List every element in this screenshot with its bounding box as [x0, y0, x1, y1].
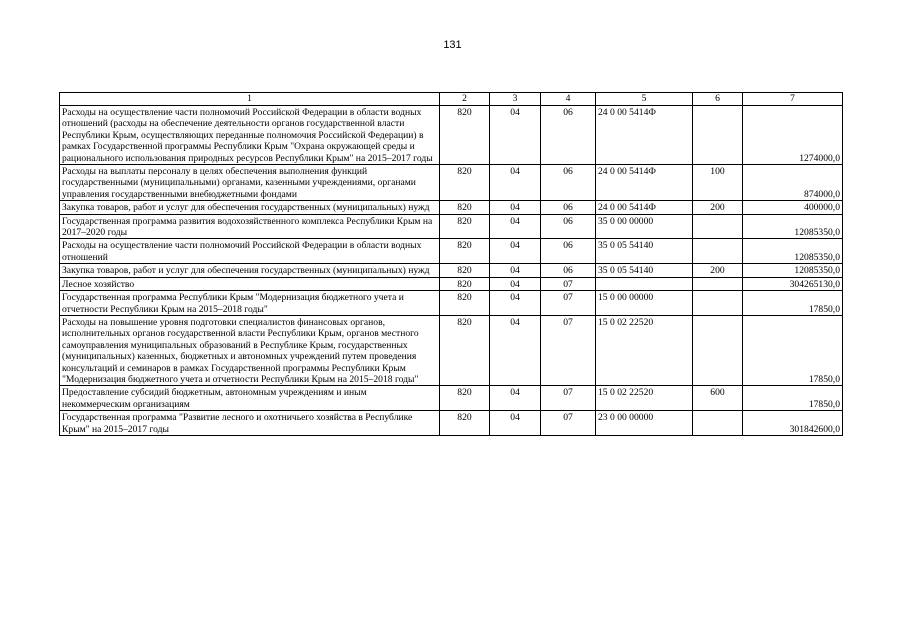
table-row	[60, 315, 843, 385]
target-article-cell: 23 0 00 00000	[596, 411, 693, 436]
table-row	[60, 239, 843, 264]
ministry-code-cell: 820	[440, 214, 490, 239]
table-row	[60, 386, 843, 411]
ministry-code-cell: 820	[440, 165, 490, 201]
table-row	[60, 277, 843, 290]
table-row	[60, 214, 843, 239]
amount-cell: 12085350,0	[743, 264, 843, 277]
amount-cell: 17850,0	[743, 315, 843, 385]
amount-cell: 1274000,0	[743, 106, 843, 165]
expense-type-cell	[693, 411, 743, 436]
expense-type-cell	[693, 214, 743, 239]
target-article-cell: 15 0 02 22520	[596, 315, 693, 385]
expense-name-cell: Государственная программа Республики Крым "Модернизация бюджетного учета и отчетности Республики Крым на 2015–2018 годы"	[60, 291, 440, 316]
target-article-cell: 24 0 00 5414Ф	[596, 106, 693, 165]
section-code-cell: 04	[490, 291, 541, 316]
expense-name-cell: Лесное хозяйство	[60, 277, 440, 290]
ministry-code-cell: 820	[440, 277, 490, 290]
amount-cell: 304265130,0	[743, 277, 843, 290]
ministry-code-cell: 820	[440, 264, 490, 277]
target-article-cell: 35 0 00 00000	[596, 214, 693, 239]
subsection-code-cell: 06	[541, 165, 596, 201]
expense-name-cell: Расходы на повышение уровня подготовки специалистов финансовых органов, исполнительных органов государственной власти Республики Крым, органов местного самоуправления муниципальных образований в Республике Крым, государственных (муниципальных) казенных, бюджетных и автономных учреждений путем проведения консультаций и семинаров в рамках Государственной программы Республики Крым "Модернизация бюджетного учета и отчетности Республики Крым на 2015–2018 годы"	[60, 315, 440, 385]
target-article-cell: 35 0 05 54140	[596, 264, 693, 277]
ministry-code-cell: 820	[440, 239, 490, 264]
subsection-code-cell: 06	[541, 264, 596, 277]
ministry-code-cell: 820	[440, 201, 490, 214]
subsection-code-cell: 07	[541, 411, 596, 436]
target-article-cell: 15 0 02 22520	[596, 386, 693, 411]
expense-type-cell	[693, 106, 743, 165]
section-code-cell: 04	[490, 315, 541, 385]
section-code-cell: 04	[490, 264, 541, 277]
section-code-cell: 04	[490, 201, 541, 214]
section-code-cell: 04	[490, 277, 541, 290]
expense-type-cell: 200	[693, 201, 743, 214]
amount-cell: 874000,0	[743, 165, 843, 201]
table-row	[60, 201, 843, 214]
header-cell: 3	[490, 93, 541, 106]
ministry-code-cell: 820	[440, 411, 490, 436]
header-cell: 5	[596, 93, 693, 106]
subsection-code-cell: 06	[541, 214, 596, 239]
section-code-cell: 04	[490, 165, 541, 201]
amount-cell: 17850,0	[743, 291, 843, 316]
target-article-cell: 15 0 00 00000	[596, 291, 693, 316]
subsection-code-cell: 07	[541, 386, 596, 411]
ministry-code-cell: 820	[440, 386, 490, 411]
header-cell: 4	[541, 93, 596, 106]
expense-type-cell	[693, 291, 743, 316]
budget-table	[59, 92, 843, 436]
header-cell: 2	[440, 93, 490, 106]
subsection-code-cell: 07	[541, 291, 596, 316]
table-header-row	[60, 93, 843, 106]
target-article-cell: 35 0 05 54140	[596, 239, 693, 264]
target-article-cell	[596, 277, 693, 290]
subsection-code-cell: 07	[541, 277, 596, 290]
section-code-cell: 04	[490, 106, 541, 165]
table-row	[60, 106, 843, 165]
expense-type-cell	[693, 277, 743, 290]
ministry-code-cell: 820	[440, 291, 490, 316]
amount-cell: 301842600,0	[743, 411, 843, 436]
table-row	[60, 411, 843, 436]
expense-name-cell: Закупка товаров, работ и услуг для обеспечения государственных (муниципальных) нужд	[60, 201, 440, 214]
expense-type-cell: 100	[693, 165, 743, 201]
section-code-cell: 04	[490, 411, 541, 436]
header-cell: 6	[693, 93, 743, 106]
header-cell: 1	[60, 93, 440, 106]
amount-cell: 12085350,0	[743, 214, 843, 239]
expense-name-cell: Закупка товаров, работ и услуг для обеспечения государственных (муниципальных) нужд	[60, 264, 440, 277]
target-article-cell: 24 0 00 5414Ф	[596, 165, 693, 201]
header-cell: 7	[743, 93, 843, 106]
section-code-cell: 04	[490, 214, 541, 239]
subsection-code-cell: 06	[541, 201, 596, 214]
expense-name-cell: Расходы на осуществление части полномочий Российской Федерации в области водных отношений	[60, 239, 440, 264]
expense-name-cell: Расходы на осуществление части полномочий Российской Федерации в области водных отношений (расходы на обеспечение деятельности органов государственной власти Республики Крым, осуществляющих переданные полномочия Российской Федерации) в рамках Государственной программы Республики Крым "Охрана окружающей среды и рационального использования природных ресурсов Республики Крым" на 2015–2017 годы	[60, 106, 440, 165]
subsection-code-cell: 06	[541, 106, 596, 165]
target-article-cell: 24 0 00 5414Ф	[596, 201, 693, 214]
amount-cell: 17850,0	[743, 386, 843, 411]
table-row	[60, 264, 843, 277]
expense-type-cell: 600	[693, 386, 743, 411]
section-code-cell: 04	[490, 386, 541, 411]
expense-name-cell: Предоставление субсидий бюджетным, автономным учреждениям и иным некоммерческим организациям	[60, 386, 440, 411]
expense-type-cell	[693, 239, 743, 264]
expense-name-cell: Государственная программа "Развитие лесного и охотничьего хозяйства в Республике Крым" на 2015–2017 годы	[60, 411, 440, 436]
subsection-code-cell: 07	[541, 315, 596, 385]
ministry-code-cell: 820	[440, 106, 490, 165]
expense-type-cell	[693, 315, 743, 385]
table-row	[60, 291, 843, 316]
page-number: 131	[443, 39, 462, 51]
table-row	[60, 165, 843, 201]
ministry-code-cell: 820	[440, 315, 490, 385]
section-code-cell: 04	[490, 239, 541, 264]
amount-cell: 12085350,0	[743, 239, 843, 264]
subsection-code-cell: 06	[541, 239, 596, 264]
expense-name-cell: Расходы на выплаты персоналу в целях обеспечения выполнения функций государственными (муниципальными) органами, казенными учреждениями, органами управления государственными внебюджетными фондами	[60, 165, 440, 201]
expense-name-cell: Государственная программа развития водохозяйственного комплекса Республики Крым на 2017–2020 годы	[60, 214, 440, 239]
expense-type-cell: 200	[693, 264, 743, 277]
amount-cell: 400000,0	[743, 201, 843, 214]
